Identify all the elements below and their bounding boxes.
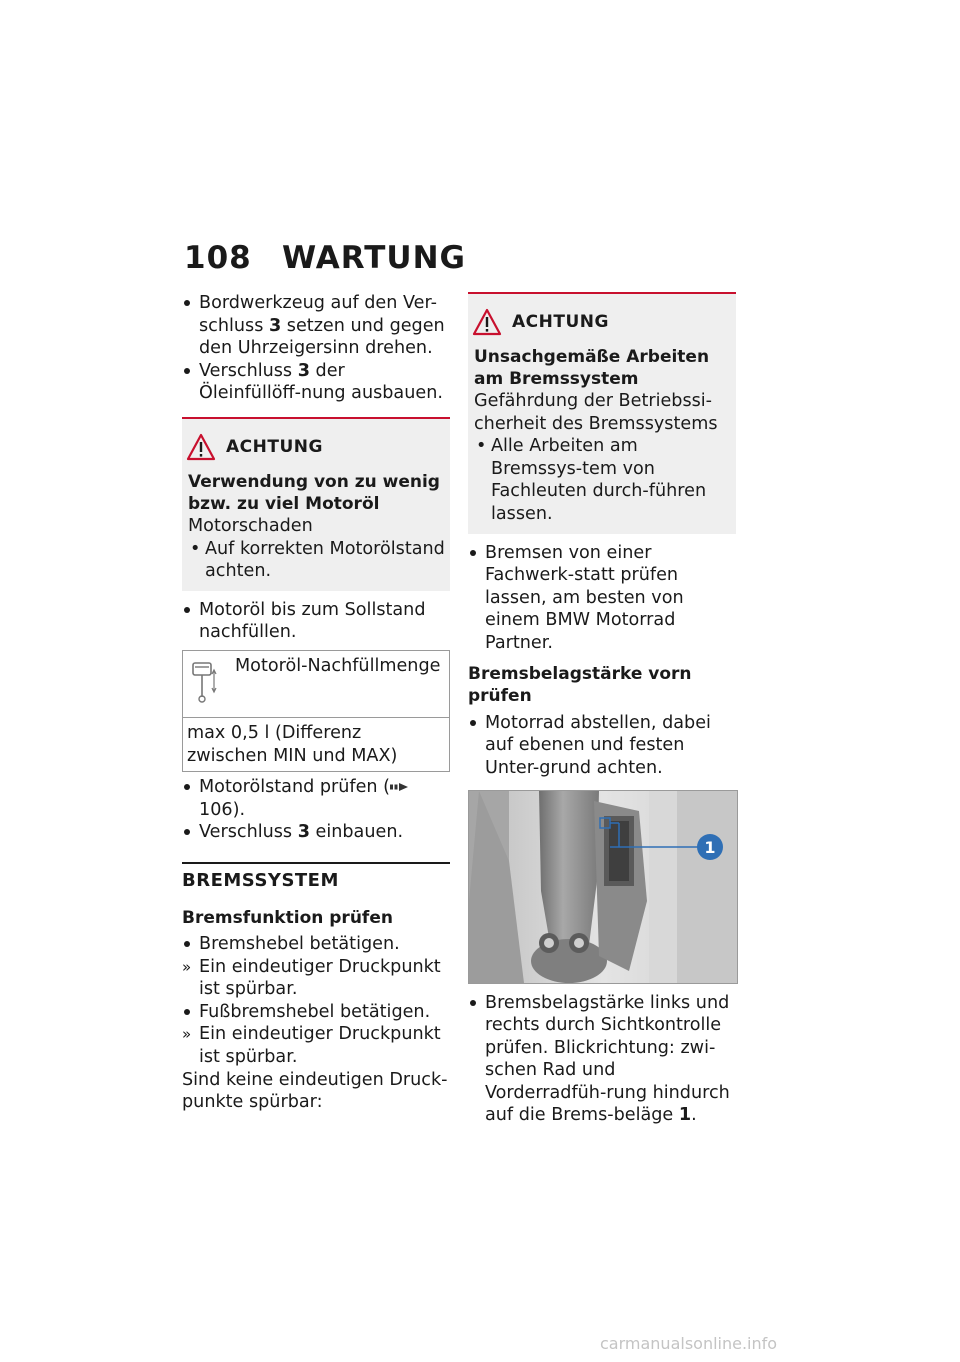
warning-label: ACHTUNG	[226, 436, 323, 457]
list-item: Motorölstand prüfen (106).	[182, 776, 450, 821]
warning-heading: Unsachgemäße Arbeiten am Bremssystem	[474, 347, 710, 389]
right-column	[468, 292, 736, 1127]
page-number: 108	[184, 240, 252, 276]
subsection-title: Bremsfunktion prüfen	[182, 907, 393, 928]
warning-title	[474, 308, 732, 336]
warning-consequence: Gefährdung der Betriebssi-cherheit des Bremssystems	[474, 391, 718, 434]
subsection-title: Bremsbelagstärke vorn prüfen	[468, 663, 692, 707]
warning-consequence: Motorschaden	[188, 515, 313, 536]
result-item: » Ein eindeutiger Druckpunkt ist spürbar.	[182, 956, 450, 1001]
left-column	[182, 292, 450, 1114]
brake-caliper-photo	[468, 790, 738, 984]
warning-label: ACHTUNG	[512, 311, 609, 332]
watermark: carmanualsonline.info	[600, 1334, 778, 1353]
warning-box	[468, 292, 736, 534]
note-text: Sind keine eindeutigen Druck-punkte spürbar:	[182, 1069, 448, 1113]
warning-action: • Alle Arbeiten am Bremssys-tem von Fachleuten durch-führen lassen.	[474, 435, 732, 525]
figure-callout-number: 1	[704, 837, 716, 857]
spec-table	[182, 650, 450, 772]
page-header	[182, 240, 742, 280]
list-item: Bremsbelagstärke links und rechts durch Sichtkontrolle prüfen. Blickrichtung: zwi-schen Rad und Vorderradfüh-rung hindurch auf die Brems-beläge 1.	[468, 992, 736, 1128]
list-item: Verschluss 3 der Öleinfüllöff-nung ausbauen.	[182, 360, 450, 405]
spec-header	[183, 651, 449, 718]
result-item: » Ein eindeutiger Druckpunkt ist spürbar.	[182, 1023, 450, 1068]
warning-triangle-icon	[472, 308, 502, 336]
list-item: Motoröl bis zum Sollstand nachfüllen.	[182, 599, 450, 644]
warning-box	[182, 417, 450, 591]
warning-heading: Verwendung von zu wenig bzw. zu viel Motoröl	[188, 471, 440, 514]
list-item: Motorrad abstellen, dabei auf ebenen und festen Unter-grund achten.	[468, 712, 736, 780]
warning-triangle-icon	[186, 433, 216, 461]
section-title: BREMSSYSTEM	[182, 869, 339, 891]
section-divider	[182, 862, 450, 864]
list-item: Bordwerkzeug auf den Ver-schluss 3 setzen und gegen den Uhrzeigersinn drehen.	[182, 292, 450, 360]
list-item: Bremshebel betätigen.	[182, 933, 450, 956]
spec-title: Motoröl-Nachfüllmenge	[235, 655, 441, 676]
page-reference-arrow-icon	[390, 781, 410, 793]
list-item: Verschluss 3 einbauen.	[182, 821, 450, 844]
spec-value: max 0,5 l (Differenz zwischen MIN und MAX)	[187, 722, 398, 766]
warning-action: • Auf korrekten Motorölstand achten.	[188, 538, 446, 583]
warning-title	[188, 433, 446, 461]
oil-level-gauge-icon	[189, 657, 219, 705]
list-item: Fußbremshebel betätigen.	[182, 1001, 450, 1024]
list-item: Bremsen von einer Fachwerk-statt prüfen lassen, am besten von einem BMW Motorrad Partner.	[468, 542, 736, 655]
section-heading: WARTUNG	[282, 240, 466, 276]
